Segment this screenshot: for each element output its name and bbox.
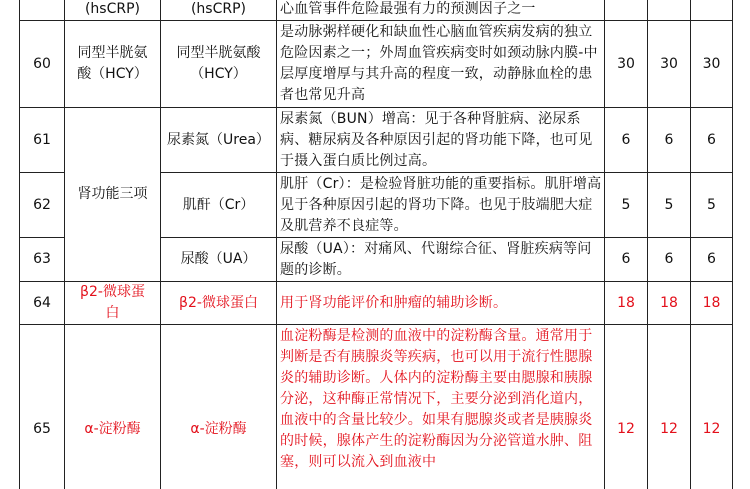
cell-price-1: 6 [605,108,648,173]
cell-price-1: 30 [605,21,648,108]
table-row-65 [20,325,733,489]
cell-test-name: α-淀粉酶 [65,325,161,489]
cell-price-3: 12 [691,325,733,489]
table-row-hscrp [20,0,733,21]
cell-test-name: 同型半胱氨酸（HCY） [65,21,161,108]
cell-price-2: 6 [648,108,691,173]
cell-test-item: β2-微球蛋白 [161,282,277,325]
table-row-61 [20,108,733,173]
cell-group-kidney: 肾功能三项 [65,108,161,282]
cell-description: 血淀粉酶是检测的血液中的淀粉酶含量。通常用于判断是否有胰腺炎等疾病，也可以用于流行性腮腺炎的辅助诊断。人体内的淀粉酶主要由腮腺和胰腺分泌，这种酶正常情况下，主要分泌到消化道内，血液中的含量比较少。如果有腮腺炎或者是胰腺炎的时候，腺体产生的淀粉酶因为分泌管道水肿、阻塞，则可以流入到血液中 [277,325,605,489]
cell-price-3: 6 [691,108,733,173]
cell-price-1: 18 [605,282,648,325]
cell-no: 65 [20,325,65,489]
cell-description: 用于肾功能评价和肿瘤的辅助诊断。 [277,282,605,325]
cell-price-3: 30 [691,21,733,108]
cell-no [20,0,65,21]
cell-no: 64 [20,282,65,325]
cell-no: 63 [20,238,65,282]
cell-price-2: 18 [648,282,691,325]
cell-test-item: 尿酸（UA） [161,238,277,282]
cell-description: 尿酸（UA）：对痛风、代谢综合征、肾脏疾病等问题的诊断。 [277,238,605,282]
cell-test-item: (hsCRP) [161,0,277,21]
cell-price-1 [605,0,648,21]
cell-description: 心血管事件危险最强有力的预测因子之一 [277,0,605,21]
table-row-60 [20,21,733,108]
cell-test-name: (hsCRP) [65,0,161,21]
cell-price-2: 30 [648,21,691,108]
cell-test-name: β2-微球蛋白 [65,282,161,325]
cell-price-3: 18 [691,282,733,325]
cell-price-2: 12 [648,325,691,489]
cell-no: 62 [20,173,65,238]
cell-test-item: 同型半胱氨酸（HCY） [161,21,277,108]
cell-price-1: 6 [605,238,648,282]
cell-price-3: 5 [691,173,733,238]
cell-description: 是动脉粥样硬化和缺血性心脑血管疾病发病的独立危险因素之一；外周血管疾病变时如颈动脉内膜-中层厚度增厚与其升高的程度一致，动静脉血栓的患者也常见升高 [277,21,605,108]
cell-price-3 [691,0,733,21]
cell-test-item: 肌酐（Cr） [161,173,277,238]
cell-price-1: 5 [605,173,648,238]
cell-price-2 [648,0,691,21]
cell-test-item: 尿素氮（Urea） [161,108,277,173]
cell-price-2: 5 [648,173,691,238]
cell-price-3: 6 [691,238,733,282]
cell-description: 尿素氮（BUN）增高：见于各种肾脏病、泌尿系病、糖尿病及各种原因引起的肾功能下降，也可见于摄入蛋白质比例过高。 [277,108,605,173]
cell-description: 肌肝（Cr）：是检验肾脏功能的重要指标。肌肝增高见于各种原因引起的肾功下降。也见于肢端肥大症及肌营养不良症等。 [277,173,605,238]
cell-no: 61 [20,108,65,173]
table-row-64 [20,282,733,325]
cell-price-1: 12 [605,325,648,489]
cell-price-2: 6 [648,238,691,282]
cell-no: 60 [20,21,65,108]
cell-test-item: α-淀粉酶 [161,325,277,489]
lab-test-table [19,0,733,489]
